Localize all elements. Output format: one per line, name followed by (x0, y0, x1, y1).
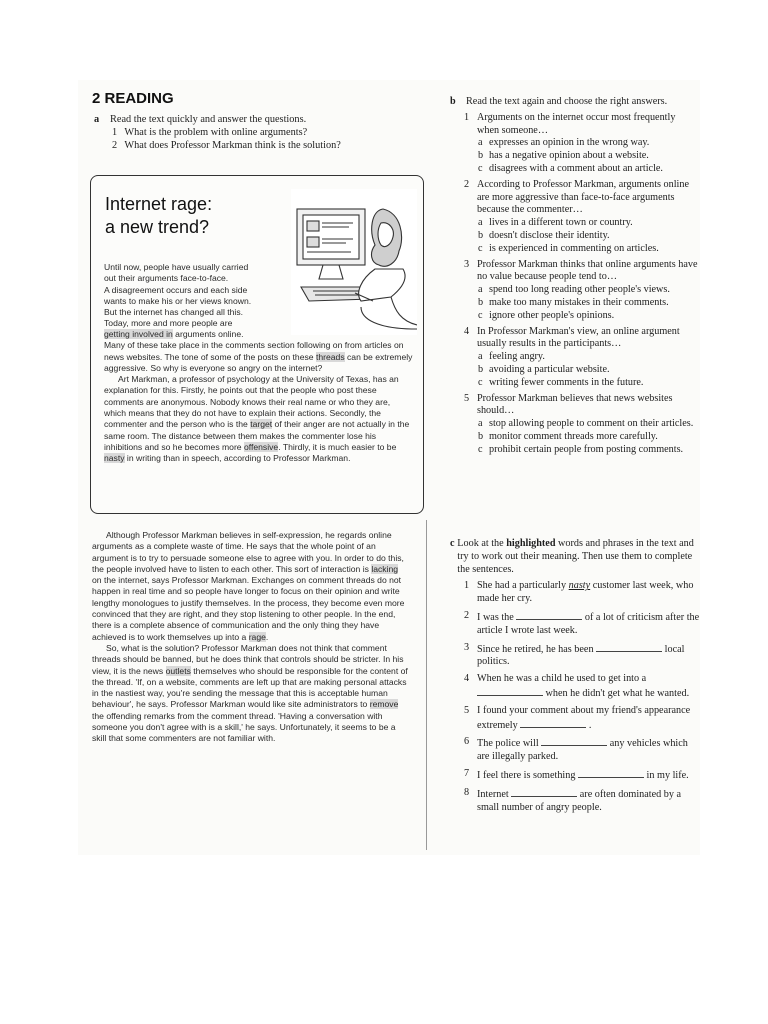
option-text: prohibit certain people from posting comments. (489, 443, 684, 455)
answer-blank[interactable] (477, 686, 543, 696)
option-letter: b (478, 363, 484, 375)
question: 1 What is the problem with online arguments? (112, 127, 308, 138)
answer-blank[interactable] (516, 610, 582, 620)
question-number: 1 (464, 111, 470, 123)
answer-option[interactable] (450, 310, 700, 323)
gap-fill-sentence: 6 The police will any vehicles which are illegally parked. (450, 736, 700, 764)
answer-option[interactable] (450, 444, 700, 457)
question: 2 What does Professor Markman think is the solution? (112, 140, 341, 151)
gap-fill-sentence: 3 Since he retired, he has been local politics. (450, 642, 700, 670)
question (450, 259, 700, 285)
item-number: 8 (464, 786, 470, 798)
column-divider (426, 520, 427, 850)
option-letter: b (478, 430, 484, 442)
answer-blank[interactable] (520, 718, 586, 728)
option-letter: c (478, 242, 483, 254)
highlighted-phrase: getting involved in (104, 329, 173, 339)
computer-user-illustration (291, 189, 417, 335)
answer-blank[interactable] (511, 787, 577, 797)
question-text: Professor Markman believes that news websites should… (477, 392, 673, 417)
gap-fill-sentence: 2 I was the of a lot of criticism after the article I wrote last week. (450, 610, 700, 638)
option-text: expresses an opinion in the wrong way. (489, 137, 650, 149)
answer-option[interactable] (450, 351, 700, 364)
answer-blank[interactable] (578, 768, 644, 778)
option-letter: a (478, 217, 483, 229)
answer-option[interactable] (450, 418, 700, 431)
item-number: 2 (464, 609, 470, 621)
answer-option[interactable] (450, 284, 700, 297)
task-b (450, 96, 700, 457)
question (450, 326, 700, 352)
highlighted-phrase: nasty (104, 453, 125, 464)
gap-fill-sentence: 7 I feel there is something in my life. (450, 768, 700, 783)
answer-blank[interactable] (596, 642, 662, 652)
gap-fill-sentence: 5 I found your comment about my friend's appearance extremely . (450, 705, 700, 733)
task-letter: c (450, 538, 455, 549)
question-number: 3 (464, 258, 470, 270)
option-letter: a (478, 137, 483, 149)
question-number: 4 (464, 325, 470, 337)
task-letter: a (94, 114, 100, 125)
highlighted-phrase: outlets (165, 665, 191, 676)
highlighted-phrase: rage (248, 631, 266, 642)
article-paragraph-1: getting involved in arguments online. Many of these take place in the comments section following on from articles on news websites. The tone of some of the posts on these threads can be extremely aggressive. So why is everyone so angry on the internet? Art Markman, a professor of psychology at the University of Texas, has an explanation for this. Firstly, he points out that the people who post these comments are anonymous. Nobody knows their real name or who they are, which means that they do not have to explain their actions. Secondly, the commenter and the person who is the target of their anger are not actually in the same room. The distance between them makes the commenter lose his inhibitions and so he becomes more offensive. Thirdly, it is much easier to be nasty in writing than in speech, according to Professor Markman. (104, 329, 413, 464)
item-number: 5 (464, 704, 470, 716)
question-text: According to Professor Markman, arguments online are more aggressive than face-to-face arguments because the commenter… (477, 178, 690, 216)
article-continuation: Although Professor Markman believes in self-expression, he regards online arguments as a complete waste of time. He says that the whole point of an argument is to try to persuade someone else to agree with you. In order to do this, the people involved have to listen to each other. This sort of interaction is lacking on the internet, says Professor Markman. Exchanges on comment threads do not happen in real time and so people have longer to focus on their opinion and write lengthy monologues to justify themselves. In the process, they become even more convinced that they are right, and they stop listening to other people. In the end, there is a complete absence of communication and the only thing they have achieved is to work themselves up into a rage. So, what is the solution? Professor Markman does not think that comment threads should be banned, but he does think that controls should be stricter. In his view, it is the news outlets themselves who should be responsible for the content of the thread. 'If, on a website, comments are left up that are making personal attacks in the nastiest way, you're sending the message that this is acceptable human behaviour', he says. Professor Markman would like site administrators to remove the offending remarks from the comment thread. 'Having a conversation with someone you don't agree with is a skill,' he says. Unfortunately, it seems to be a skill that some commenters are not familiar with. (92, 530, 408, 744)
answer-option[interactable] (450, 297, 700, 310)
answer-blank[interactable] (541, 736, 607, 746)
option-text: ignore other people's opinions. (489, 309, 615, 321)
answer-option[interactable] (450, 137, 700, 150)
option-text: writing fewer comments in the future. (489, 376, 644, 388)
answer-option[interactable] (450, 150, 700, 163)
option-text: has a negative opinion about a website. (489, 150, 649, 162)
section-heading (92, 90, 174, 107)
question (450, 112, 700, 138)
option-letter: c (478, 443, 483, 455)
option-letter: b (478, 296, 484, 308)
item-number: 7 (464, 767, 470, 779)
highlighted-phrase: offensive (243, 441, 279, 452)
task-a (94, 113, 434, 152)
option-letter: a (478, 351, 483, 363)
item-number: 4 (464, 673, 470, 685)
gap-fill-sentence: 8 Internet are often dominated by a small number of angry people. (450, 787, 700, 815)
highlighted-phrase: target (250, 419, 273, 430)
answer-option[interactable] (450, 230, 700, 243)
option-text: avoiding a particular website. (489, 363, 610, 375)
task-letter: b (450, 96, 456, 107)
item-number: 1 (464, 580, 470, 592)
question-text: In Professor Markman's view, an online argument usually results in the participants… (477, 325, 680, 350)
question-number: 5 (464, 392, 470, 404)
option-letter: a (478, 284, 483, 296)
question-text: Arguments on the internet occur most frequently when someone… (477, 111, 676, 136)
answer-option[interactable] (450, 364, 700, 377)
question (450, 393, 700, 419)
highlighted-phrase: lacking (371, 563, 399, 574)
answer-option[interactable] (450, 243, 700, 256)
filled-answer: nasty (568, 580, 591, 592)
task-instruction: Read the text quickly and answer the questions. (110, 114, 307, 125)
option-letter: b (478, 229, 484, 241)
section-number: 2 (92, 90, 101, 107)
answer-option[interactable] (450, 377, 700, 390)
highlighted-phrase: remove (369, 699, 399, 710)
option-text: spend too long reading other people's views. (489, 284, 670, 296)
option-text: monitor comment threads more carefully. (489, 430, 658, 442)
task-instruction: Read the text again and choose the right answers. (466, 96, 668, 107)
task-instruction: Look at the highlighted words and phrases in the text and try to work out their meaning. Then use them to complete the sentences. (457, 538, 694, 575)
answer-option[interactable] (450, 431, 700, 444)
option-letter: c (478, 309, 483, 321)
item-number: 3 (464, 641, 470, 653)
gap-fill-sentence: 1 She had a particularly nasty customer last week, who made her cry. (450, 580, 700, 606)
option-letter: c (478, 162, 483, 174)
question (450, 179, 700, 217)
highlighted-phrase: threads (315, 351, 345, 362)
task-c (450, 538, 700, 814)
section-title: READING (104, 90, 174, 107)
article-title: Internet rage: a new trend? (105, 194, 213, 237)
option-letter: c (478, 376, 483, 388)
option-text: lives in a different town or country. (489, 217, 633, 229)
question-number: 2 (464, 178, 470, 190)
question-text: Professor Markman thinks that online arguments have no value because people tend to… (477, 258, 698, 283)
answer-option[interactable] (450, 217, 700, 230)
option-text: is experienced in commenting on articles. (489, 242, 659, 254)
gap-fill-sentence: 4 When he was a child he used to get into a when he didn't get what he wanted. (450, 673, 700, 701)
option-letter: b (478, 150, 484, 162)
option-text: make too many mistakes in their comments. (489, 296, 669, 308)
answer-option[interactable] (450, 163, 700, 176)
option-text: feeling angry. (489, 351, 545, 363)
article-intro: Until now, people have usually carried out their arguments face-to-face. A disagreement occurs and each side wants to make his or her views known. But the internet has changed all this. Today, more and more people are (104, 262, 252, 329)
item-number: 6 (464, 736, 470, 748)
option-letter: a (478, 418, 483, 430)
option-text: disagrees with a comment about an article. (489, 162, 663, 174)
option-text: stop allowing people to comment on their articles. (489, 418, 694, 430)
option-text: doesn't disclose their identity. (489, 229, 610, 241)
